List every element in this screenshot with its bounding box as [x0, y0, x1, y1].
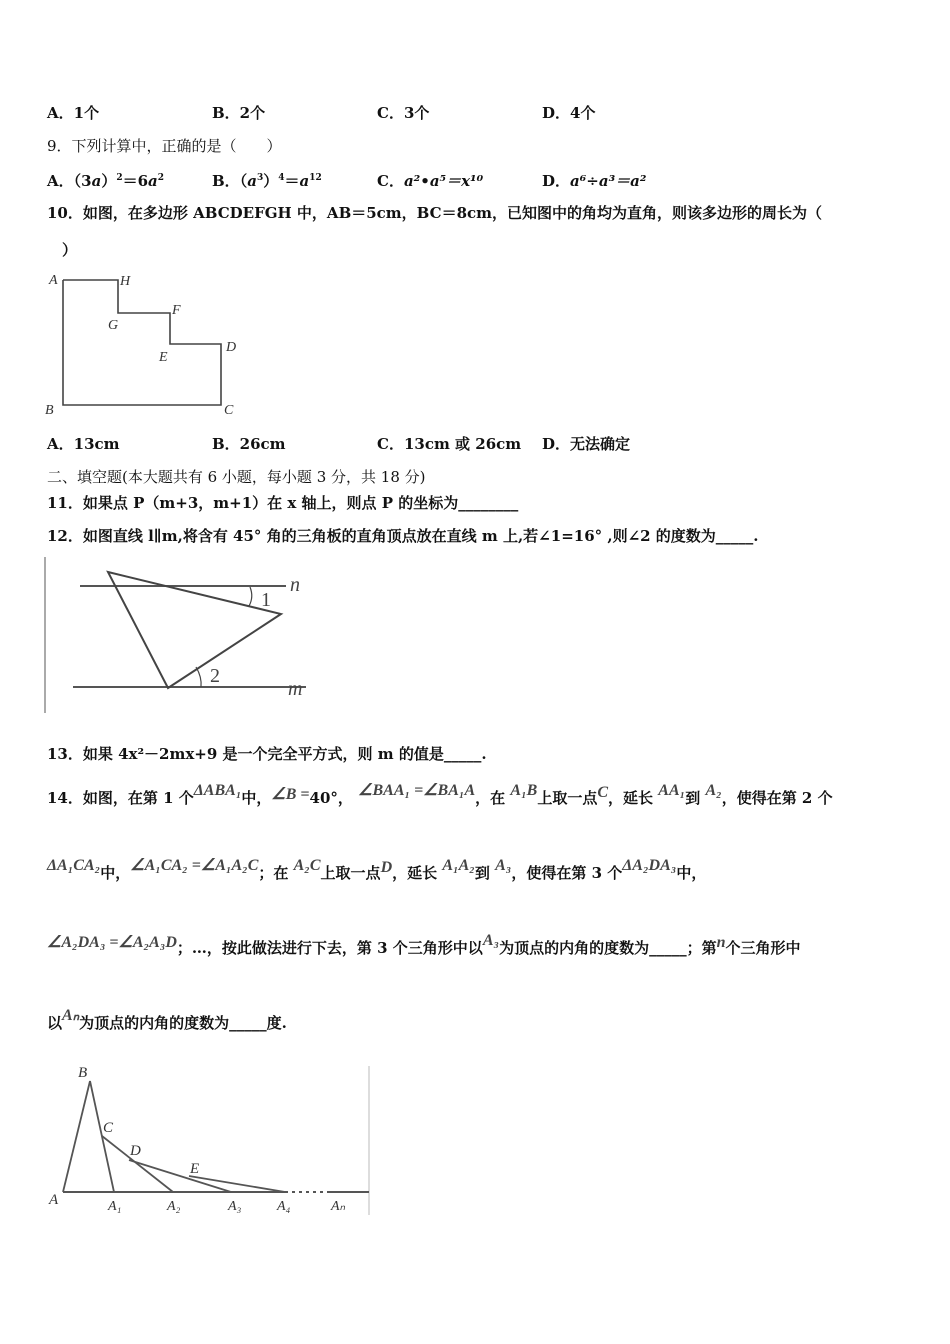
- label-2: 2: [210, 665, 220, 687]
- math-an: Aₙ: [62, 1007, 80, 1024]
- math-a2c: A₂C: [293, 857, 321, 874]
- angle-1-arc: [249, 587, 252, 606]
- q12-stem: 12．如图直线 l∥m,将含有 45° 角的三角板的直角顶点放在直线 m 上,若∠1=16° ,则∠2 的度数为_____.: [47, 527, 759, 545]
- math-a2: A₂: [705, 782, 722, 799]
- segment-da3: [129, 1160, 231, 1192]
- math-triangle-aba1: ΔABA₁: [193, 782, 242, 799]
- label-a4: A₄: [277, 1199, 291, 1214]
- math-d: D: [380, 859, 393, 876]
- q10-stem-close: ）: [62, 241, 78, 259]
- label-f: F: [172, 303, 181, 318]
- q9-stem: 9．下列计算中，正确的是（ ）: [47, 137, 282, 155]
- label-n: n: [290, 574, 300, 596]
- q14-line-2: ΔA₁CA₂中，∠A₁CA₂ =∠A₁A₂C；在 A₂C上取一点D，延长 A₁A₂到 A₃，使得在第 3 个ΔA₂DA₃中，: [47, 857, 707, 882]
- math-triangle-a1ca2: ΔA₁CA₂: [47, 857, 101, 874]
- math-aa1: AA₁: [658, 782, 686, 799]
- q9-option-c: C．a²•a⁵＝x¹⁰: [377, 172, 484, 190]
- q8-option-d: D．4个: [542, 104, 596, 122]
- q10-polygon-figure: [40, 265, 250, 425]
- math-a3-vertex: A₃: [482, 932, 500, 949]
- label-a: A: [49, 273, 58, 288]
- q14-line-3: ∠A₂DA₃ =∠A₂A₃D；…，按此做法进行下去，第 3 个三角形中以A₃为顶点的内角的度数为_____；第n个三角形中: [47, 932, 801, 957]
- math-a3: A₃: [495, 857, 512, 874]
- math-a1a2: A₁A₂: [442, 857, 475, 874]
- math-n: n: [716, 934, 726, 951]
- q9-option-b: B．$(a^3)^4=a^{12}$: [212, 172, 322, 190]
- q10-option-a: A．13cm: [47, 435, 120, 453]
- q10-stem: 10．如图，在多边形 ABCDEFGH 中，AB＝5cm，BC＝8cm，已知图中的角均为直角，则该多边形的周长为（: [47, 204, 823, 222]
- label-a1: A₁: [108, 1199, 122, 1214]
- polygon-abcdefgh: [63, 280, 221, 405]
- q8-option-a: A．1个: [47, 104, 100, 122]
- label-an: Aₙ: [331, 1199, 346, 1214]
- q10-option-d: D．无法确定: [542, 435, 631, 453]
- label-b: B: [45, 403, 54, 418]
- label-e: E: [159, 350, 168, 365]
- q9-option-a: A．$(3a)^2=6a^2$: [47, 172, 165, 190]
- label-g: G: [108, 318, 119, 333]
- q8-option-b: B．2个: [212, 104, 266, 122]
- math-angle-equal: ∠BAA₁ =∠BA₁A: [358, 782, 476, 799]
- q11-stem: 11．如果点 P（m+3，m+1）在 x 轴上，则点 P 的坐标为________: [47, 494, 519, 512]
- triangle-ruler: [108, 572, 281, 688]
- label-a: A: [49, 1192, 59, 1208]
- math-angle-b: ∠B =: [271, 786, 310, 803]
- math-triangle-a2da3: ΔA₂DA₃: [622, 857, 677, 874]
- section-heading: 二、填空题(本大题共有 6 小题，每小题 3 分，共 18 分): [47, 468, 426, 486]
- label-d: D: [130, 1143, 141, 1159]
- q10-option-b: B．26cm: [212, 435, 286, 453]
- label-d: D: [226, 340, 237, 355]
- q14-triangles-figure: [45, 1060, 375, 1220]
- segment-ab: [63, 1081, 90, 1192]
- q13-stem: 13．如果 4x²－2mx+9 是一个完全平方式，则 m 的值是_____.: [47, 745, 487, 763]
- label-b: B: [78, 1065, 88, 1081]
- math-c: C: [597, 784, 609, 801]
- math-angle-a2da3: ∠A₂DA₃ =∠A₂A₃D: [47, 934, 177, 951]
- math-angle-a1ca2: ∠A₁CA₂ =∠A₁A₂C: [130, 857, 259, 874]
- label-c: C: [103, 1120, 114, 1136]
- label-a3: A₃: [228, 1199, 242, 1214]
- q9-option-d: D．a⁶÷a³＝a²: [542, 172, 647, 190]
- q12-parallel-lines-figure: [40, 555, 330, 717]
- label-1: 1: [261, 589, 271, 611]
- q8-option-c: C．3个: [377, 104, 430, 122]
- label-h: H: [120, 274, 131, 289]
- q14-line-4: 以Aₙ为顶点的内角的度数为_____度.: [47, 1007, 287, 1032]
- label-c: C: [224, 403, 234, 418]
- math-a1b: A₁B: [510, 782, 538, 799]
- label-a2: A₂: [167, 1199, 181, 1214]
- label-e: E: [190, 1161, 200, 1177]
- q10-option-c: C．13cm 或 26cm: [377, 435, 522, 453]
- label-m: m: [288, 678, 303, 700]
- q14-line-1: 14．如图，在第 1 个ΔABA₁中，∠B =40°， ∠BAA₁ =∠BA₁A，在 A₁B上取一点C，延长 AA₁到 A₂，使得在第 2 个: [47, 782, 833, 807]
